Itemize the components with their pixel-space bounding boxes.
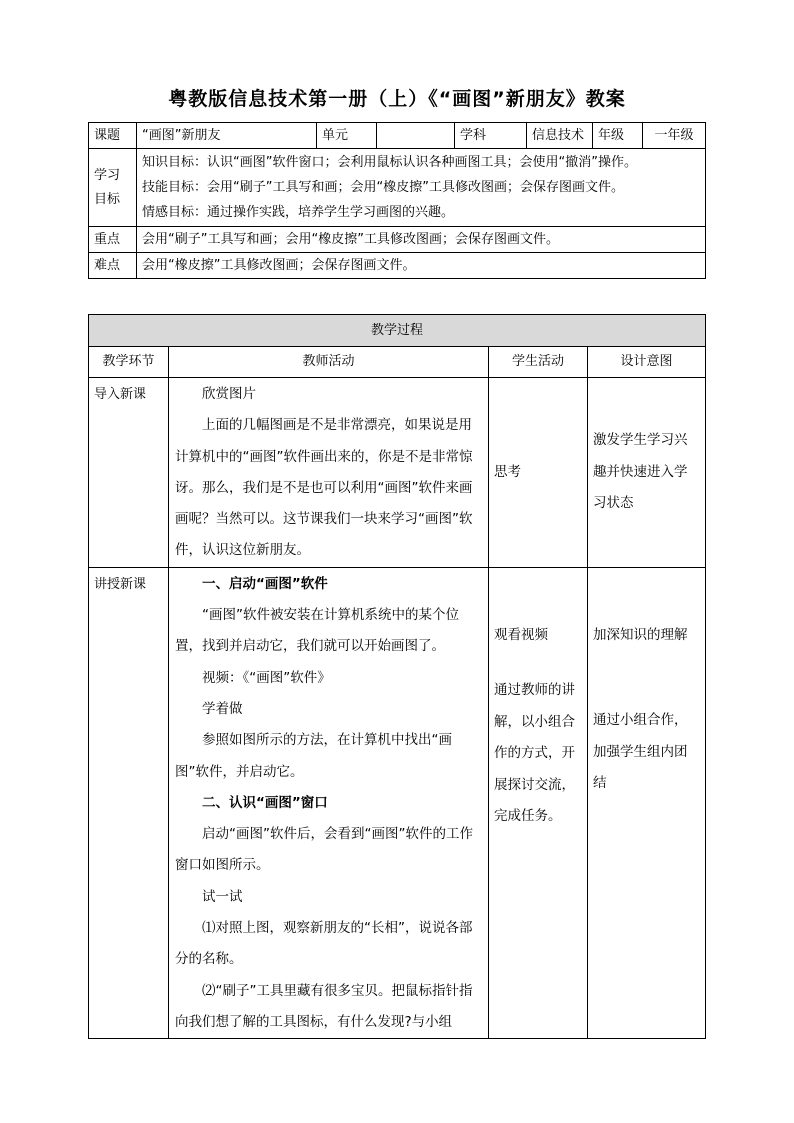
lecture-section-1-heading: 一、启动“画图”软件 [202,575,328,592]
goals-content [137,149,706,227]
goal-skill: 技能目标：会用“刷子”工具写和画；会用“橡皮擦”工具修改图画；会保存图画文件。 [142,180,624,195]
intro-teacher-activity [169,378,489,568]
lecture-learn-by-doing: 学着做 [202,700,243,717]
lesson-label: 课题 [89,123,137,149]
key-points-label: 重点 [89,227,137,253]
goal-knowledge: 知识目标：认识“画图”软件窗口；会利用鼠标认识各种画图工具；会使用“撤消”操作。 [142,155,637,170]
lecture-student-activity [489,567,588,1038]
difficulties-label: 难点 [89,253,137,279]
lecture-task-1: ⑴对照上图，观察新朋友的“长相”，说说各部分的名称。 [175,920,473,968]
column-header-teacher: 教师活动 [169,347,489,378]
lesson-info-table [88,122,706,279]
intro-design-intent: 激发学生学习兴趣并快速进入学习状态 [588,378,706,568]
lecture-row [89,567,706,1038]
lecture-teacher-activity [169,567,489,1038]
process-header-row [89,315,706,347]
goals-row [89,149,706,227]
lecture-video-line: 视频：《“画图”软件》 [202,669,331,686]
lecture-design-item: 通过小组合作，加强学生组内团结 [593,712,688,792]
lecture-paragraph: “画图”软件被安装在计算机系统中的某个位置，找到并启动它，我们就可以开始画图了。 [175,607,459,655]
lecture-student-item: 观看视频 [494,626,548,643]
column-header-row [89,347,706,378]
goals-label: 学习目标 [89,149,137,227]
difficulties-text: 会用“橡皮擦”工具修改图画；会保存图画文件。 [137,253,706,279]
info-row [89,123,706,149]
intro-teacher-heading: 欣赏图片 [202,386,256,402]
difficulties-row [89,253,706,279]
process-header: 教学过程 [89,315,706,347]
key-points-text: 会用“刷子”工具写和画；会用“橡皮擦”工具修改图画；会保存图画文件。 [137,227,706,253]
subject-value: 信息技术 [527,123,593,149]
lecture-task-2: ⑵“刷子”工具里藏有很多宝贝。把鼠标指针指向我们想了解的工具图标，有什么发现?与小组 [175,982,473,1030]
lecture-design-item: 加深知识的理解 [593,626,688,643]
column-header-student: 学生活动 [489,347,588,378]
lecture-stage: 讲授新课 [89,567,169,1038]
key-points-row [89,227,706,253]
intro-teacher-paragraph: 上面的几幅图画是不是非常漂亮，如果说是用计算机中的“画图”软件画出来的，你是不是非常惊讶。那么，我们是不是也可以利用“画图”软件来画画呢？当然可以。这节课我们一块来学习“画图”软件，认识这位新朋友。 [175,417,473,559]
intro-row [89,378,706,568]
grade-label: 年级 [593,123,643,149]
lesson-value: “画图”新朋友 [137,123,317,149]
goal-emotion: 情感目标：通过操作实践，培养学生学习画图的兴趣。 [142,205,455,220]
teaching-process-table [88,314,706,1039]
column-header-stage: 教学环节 [89,347,169,378]
unit-value [377,123,455,149]
lecture-design-intent [588,567,706,1038]
column-header-design: 设计意图 [588,347,706,378]
document-title: 粤教版信息技术第一册（上）《“画图”新朋友》教案 [168,88,626,110]
lecture-section-2-heading: 二、认识“画图”窗口 [202,794,328,811]
grade-value: 一年级 [643,123,706,149]
unit-label: 单元 [317,123,377,149]
lecture-student-item: 通过教师的讲解，以小组合作的方式，开展探讨交流，完成任务。 [494,682,575,825]
subject-label: 学科 [455,123,527,149]
lecture-paragraph: 参照如图所示的方法，在计算机中找出“画图”软件，并启动它。 [175,732,452,780]
intro-student-activity: 思考 [489,378,588,568]
lecture-try-it: 试一试 [202,888,243,905]
lecture-paragraph: 启动“画图”软件后，会看到“画图”软件的工作窗口如图所示。 [175,826,473,874]
intro-stage: 导入新课 [89,378,169,568]
